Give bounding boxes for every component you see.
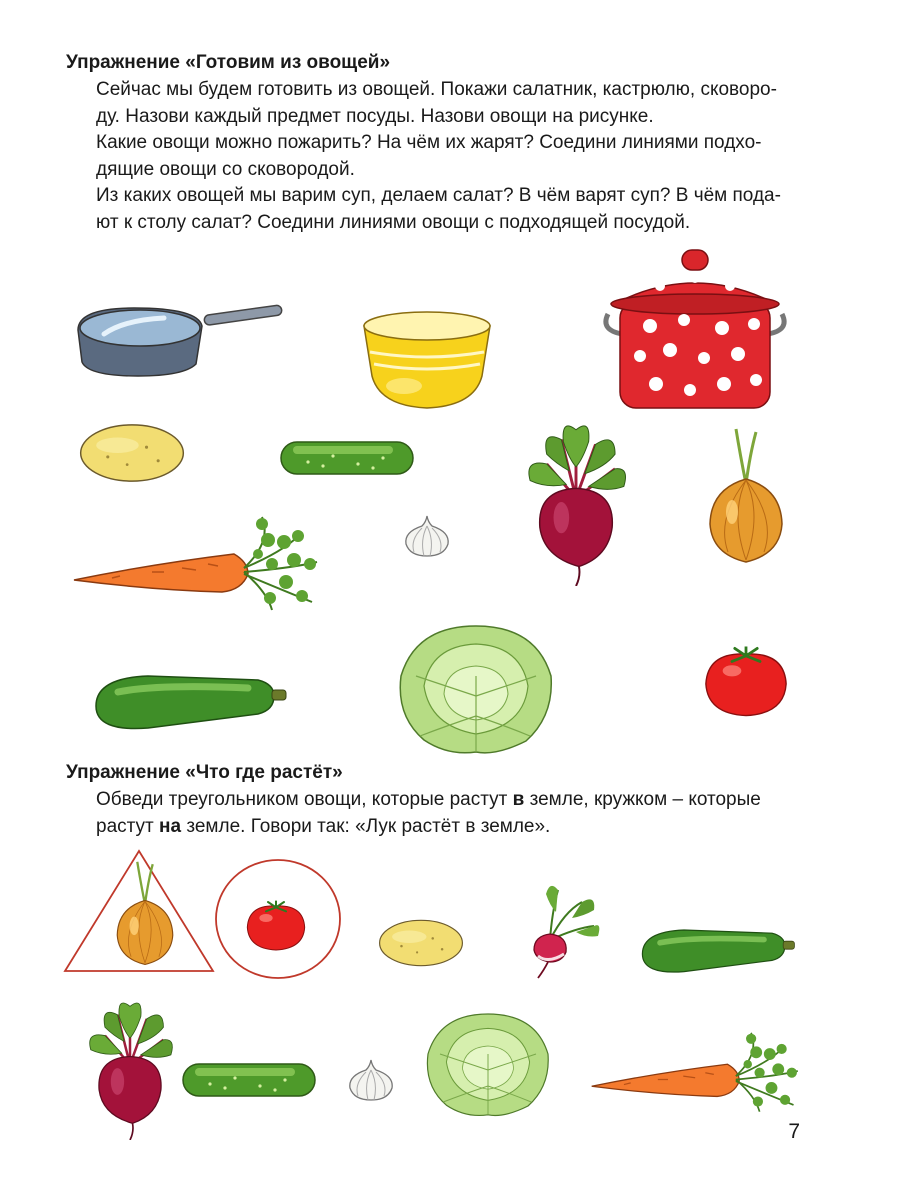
- radish-image: [520, 882, 600, 982]
- carrot-image: [72, 512, 322, 612]
- exercise1-line: ду. Назови каждый предмет посуды. Назови овощи на рисунке.: [96, 105, 654, 127]
- zucchini-image-2: [636, 922, 796, 978]
- beetroot-image: [522, 420, 630, 586]
- tomato-in-circle-image: [246, 900, 306, 952]
- page-number: 7: [788, 1120, 800, 1143]
- exercise2-instructions: [66, 787, 806, 840]
- exercise1-line: Какие овощи можно пожарить? На чём их жарят? Соедини линиями подхо-: [96, 132, 762, 153]
- exercise1-line: ют к столу салат? Соедини линиями овощи с подходящей посудой.: [96, 211, 691, 233]
- exercise1-line: дящие овощи со сковородой.: [96, 158, 355, 180]
- cabbage-image-2: [424, 1006, 552, 1118]
- exercise1-instructions: [66, 77, 806, 236]
- potato-image-2: [378, 918, 464, 968]
- exercise1-line: Сейчас мы будем готовить из овощей. Покажи салатник, кастрюлю, сковоро-: [96, 79, 777, 100]
- onion-image: [706, 424, 786, 564]
- garlic-image: [402, 512, 452, 558]
- salad-bowl-image: [360, 306, 494, 412]
- exercise2-line-2: растут на земле. Говори так: «Лук растёт в земле».: [96, 815, 551, 837]
- exercise2-title: Упражнение «Что где растёт»: [66, 762, 343, 783]
- onion-in-triangle-image: [114, 858, 176, 966]
- frying-pan-image: [74, 296, 286, 380]
- zucchini-image: [88, 666, 288, 736]
- exercise1-title: Упражнение «Готовим из овощей»: [66, 52, 391, 73]
- cabbage-image: [396, 616, 556, 756]
- beetroot-image-2: [84, 998, 176, 1140]
- potato-image: [78, 422, 186, 484]
- tomato-image: [704, 646, 788, 718]
- exercise1-line: Из каких овощей мы варим суп, делаем салат? В чём варят суп? В чём пода-: [96, 185, 781, 206]
- red-polka-dot-pot-image: [600, 246, 790, 412]
- exercise2-line-1: Обведи треугольником овощи, которые растут в земле, кружком – которые: [96, 789, 761, 810]
- garlic-image-2: [346, 1056, 396, 1102]
- carrot-image-2: [590, 1028, 802, 1114]
- cucumber-image-2: [180, 1060, 320, 1100]
- cucumber-image: [278, 438, 418, 478]
